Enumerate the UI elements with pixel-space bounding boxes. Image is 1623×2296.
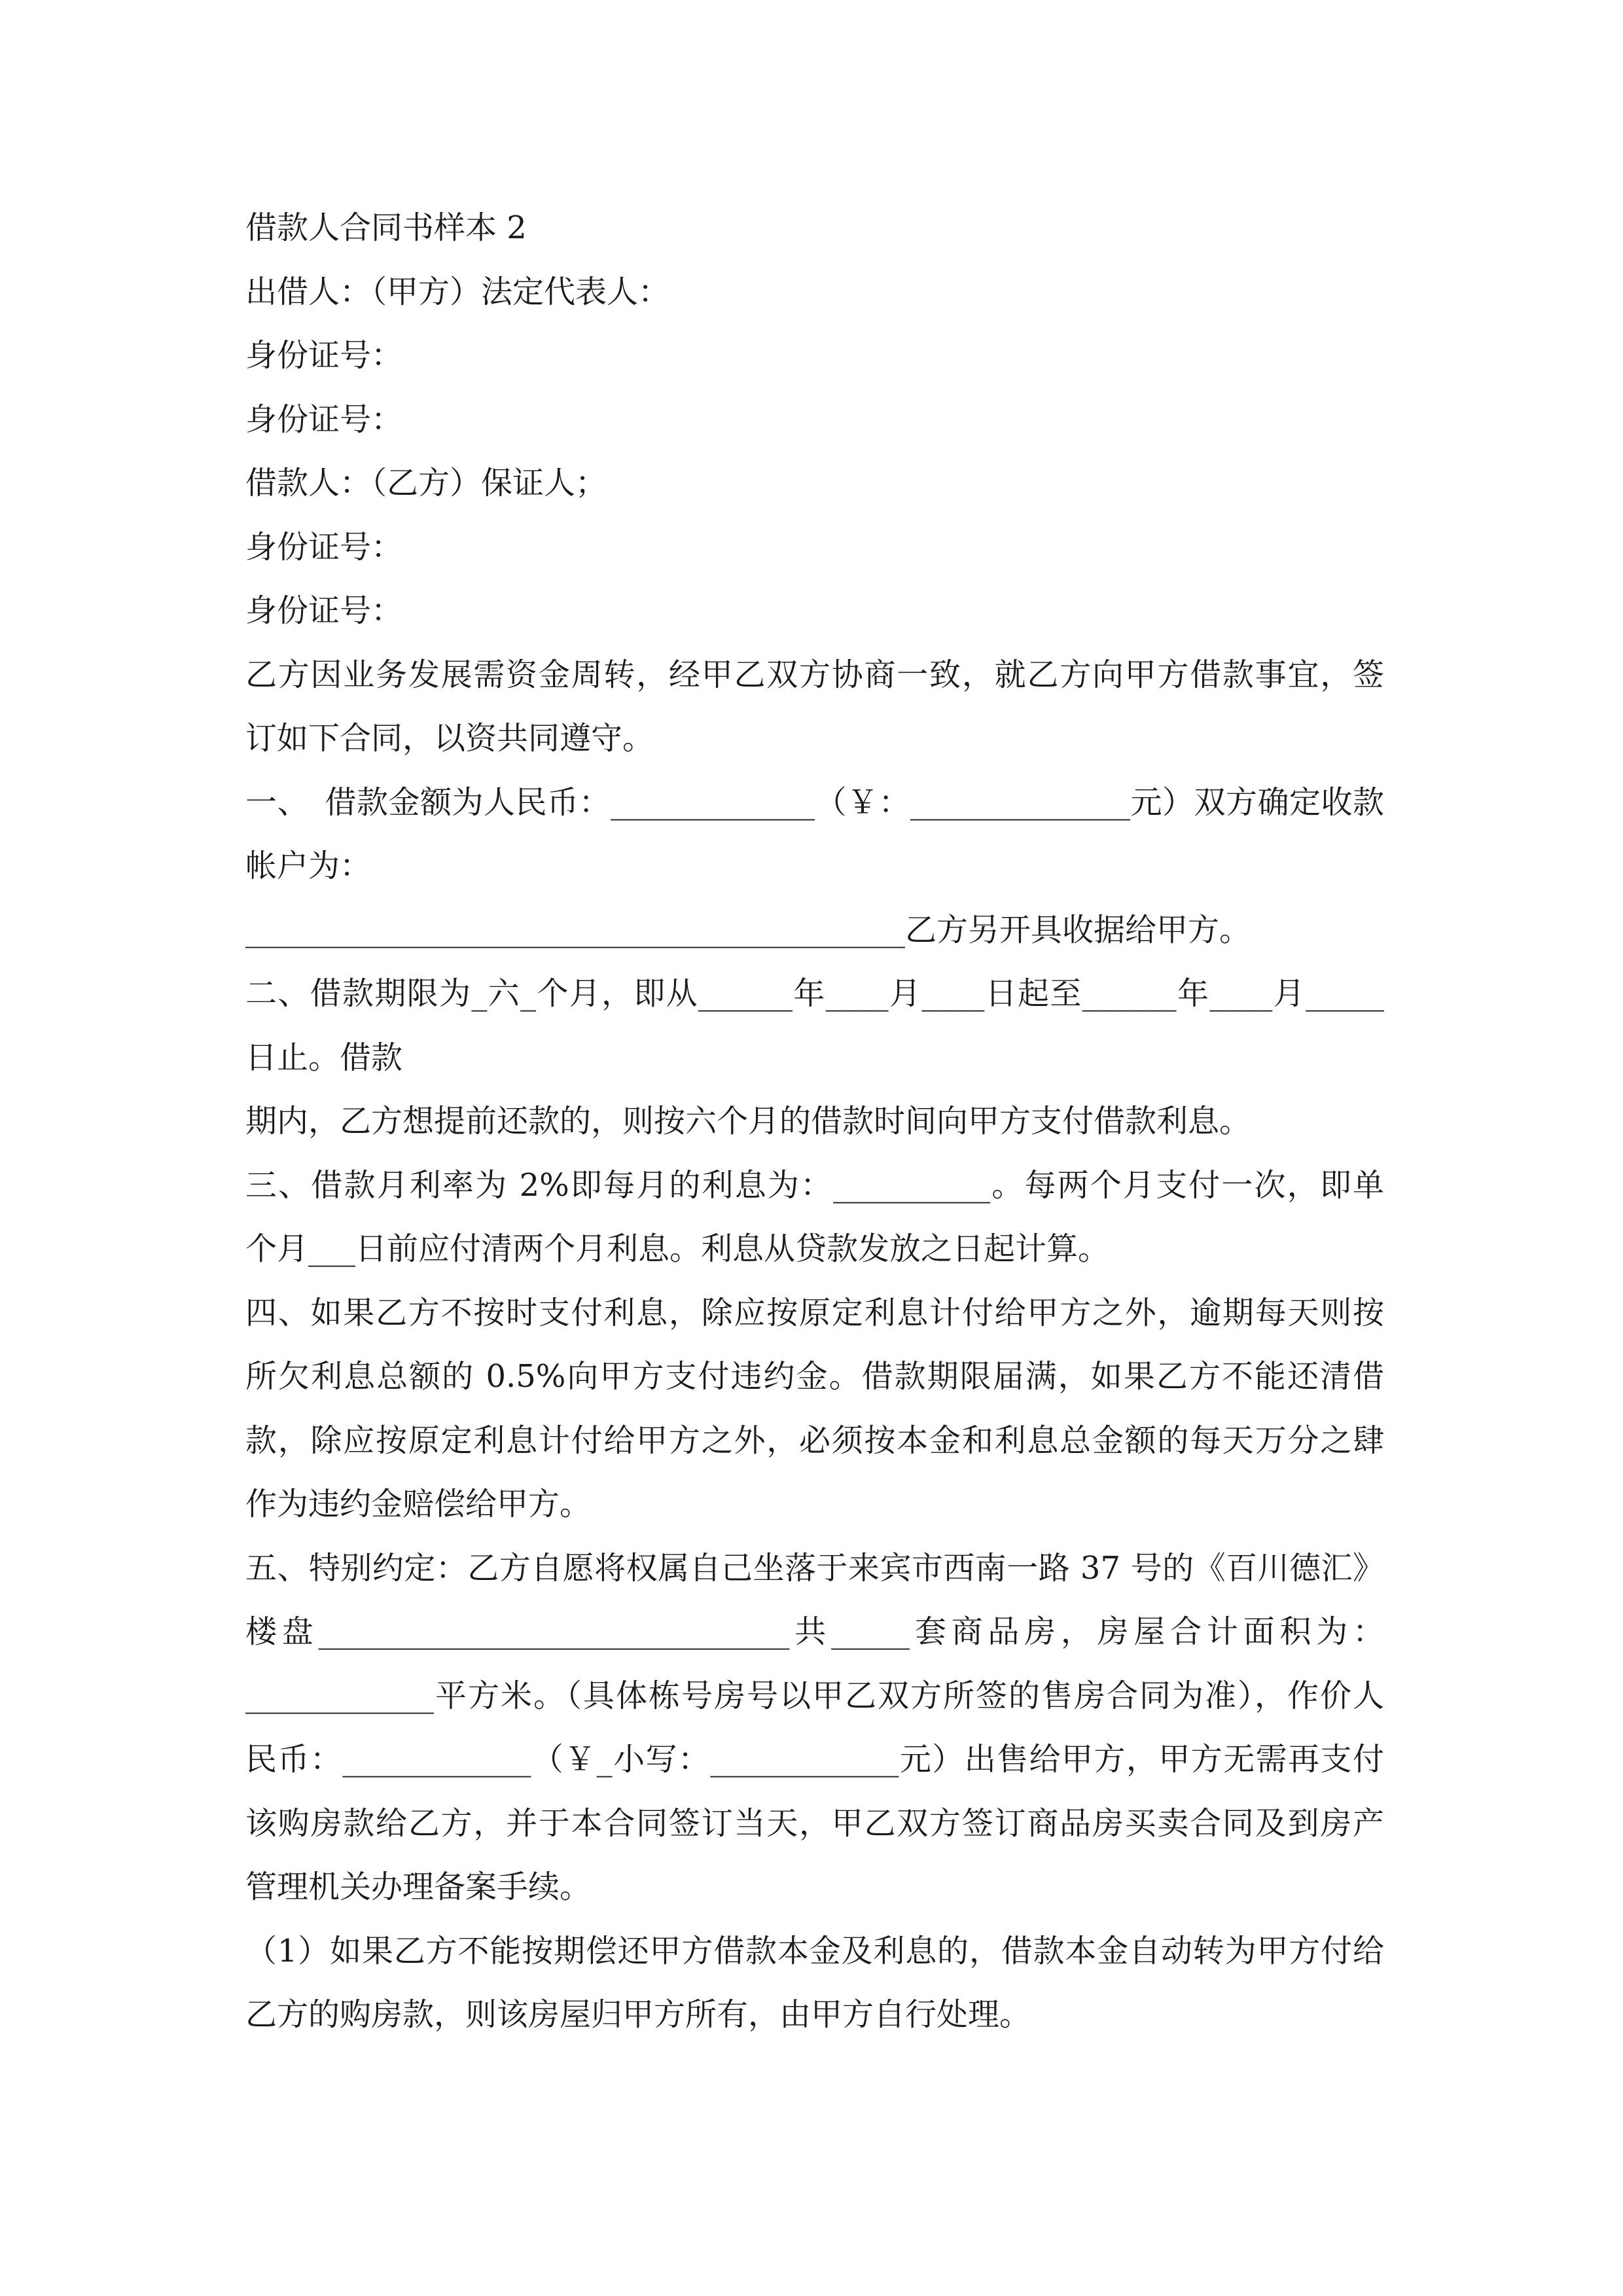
clause-4-line: 款，除应按原定利息计付给甲方之外，必须按本金和利息总金额的每天万分之肆 — [245, 1422, 1384, 1459]
clause-5-line: 民币：____________（￥_小写：____________元）出售给甲方，甲方无需再支付 — [245, 1741, 1384, 1778]
clause-5-line: ____________平方米。（具体栋号房号以甲乙双方所签的售房合同为准），作价人 — [245, 1677, 1384, 1714]
clause-1-line: __________________________________________乙方另开具收据给甲方。 — [245, 911, 1251, 948]
document-title: 借款人合同书样本 2 — [245, 209, 527, 246]
clause-2-line: 期内，乙方想提前还款的，则按六个月的借款时间向甲方支付借款利息。 — [245, 1103, 1251, 1139]
clause-1-line: 一、 借款金额为人民币：_____________（￥：______________元）双方确定收款 — [245, 783, 1384, 821]
clause-1-line: 帐户为： — [245, 848, 372, 884]
clause-5-line: 五、特别约定：乙方自愿将权属自己坐落于来宾市西南一路 37 号的《百川德汇》 — [245, 1549, 1384, 1587]
sub-clause-1-line: 乙方的购房款，则该房屋归甲方所有，由甲方自行处理。 — [245, 1996, 1031, 2033]
clause-4-line: 作为违约金赔偿给甲方。 — [245, 1486, 592, 1522]
lender-line: 出借人：（甲方）法定代表人： — [245, 273, 670, 310]
clause-2-line: 日止。借款 — [245, 1039, 403, 1076]
id-number-line: 身份证号： — [245, 337, 403, 374]
clause-3-line: 个月___日前应付清两个月利息。利息从贷款发放之日起计算。 — [245, 1230, 1110, 1267]
clause-2-line: 二、借款期限为_六_个月，即从______年____月____日起至______年____月_____ — [245, 975, 1384, 1012]
clause-5-line: 管理机关办理备案手续。 — [245, 1869, 592, 1905]
clause-4-line: 四、如果乙方不按时支付利息，除应按原定利息计付给甲方之外，逾期每天则按 — [245, 1294, 1384, 1331]
id-number-line: 身份证号： — [245, 592, 403, 629]
document-body — [245, 196, 1384, 2047]
clause-5-line: 楼盘______________________________共_____套商品房，房屋合计面积为： — [245, 1613, 1384, 1650]
id-number-line: 身份证号： — [245, 401, 403, 438]
paragraph-line: 订如下合同，以资共同遵守。 — [245, 720, 654, 757]
sub-clause-1-line: （1）如果乙方不能按期偿还甲方借款本金及利息的，借款本金自动转为甲方付给 — [245, 1932, 1384, 1969]
paragraph-line: 乙方因业务发展需资金周转，经甲乙双方协商一致，就乙方向甲方借款事宜，签 — [245, 656, 1384, 693]
clause-4-line: 所欠利息总额的 0.5%向甲方支付违约金。借款期限届满，如果乙方不能还清借 — [245, 1358, 1384, 1395]
clause-3-line: 三、借款月利率为 2%即每月的利息为：__________。每两个月支付一次，即单 — [245, 1166, 1384, 1204]
id-number-line: 身份证号： — [245, 528, 403, 565]
borrower-line: 借款人：（乙方）保证人； — [245, 465, 607, 501]
clause-5-line: 该购房款给乙方，并于本合同签订当天，甲乙双方签订商品房买卖合同及到房产 — [245, 1804, 1384, 1842]
